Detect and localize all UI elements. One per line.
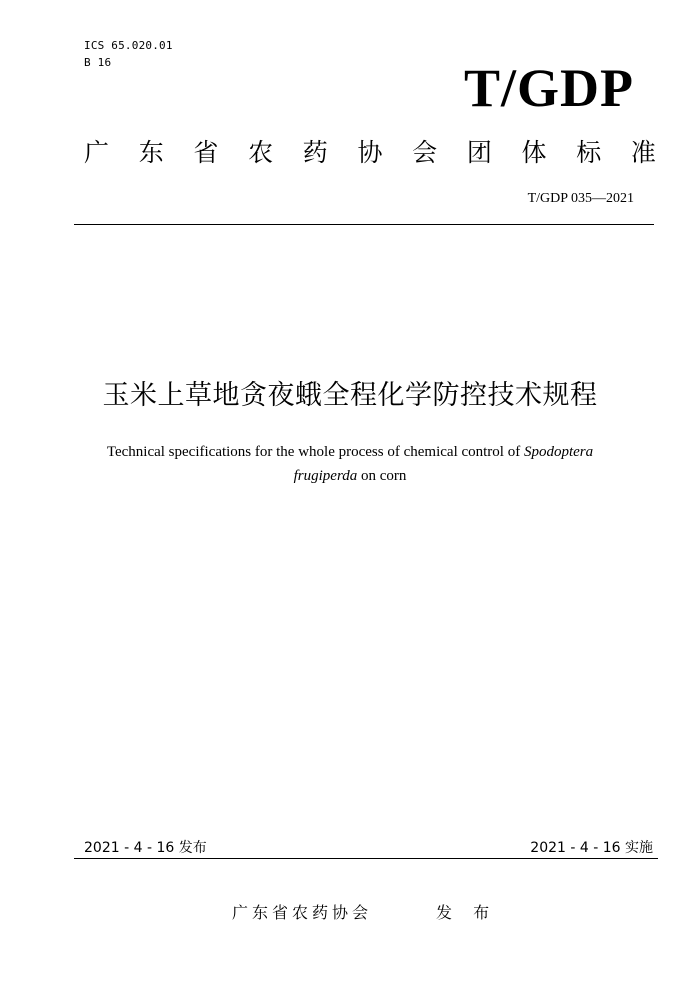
document-title-chinese: 玉米上草地贪夜蛾全程化学防控技术规程: [102, 380, 598, 411]
implementation-date: 2021 - 4 - 16 实施: [530, 840, 653, 856]
classification-codes: [84, 37, 173, 71]
org-title-char: 准: [630, 138, 656, 167]
publisher-name: 广东省农药协会: [232, 903, 373, 922]
standard-number: T/GDP 035—2021: [527, 191, 634, 206]
document-title-english: [60, 440, 640, 488]
org-title-char: 农: [248, 138, 274, 167]
organization-title: [84, 136, 656, 170]
org-title-char: 东: [138, 138, 164, 167]
title-en-prefix: Technical specifications for the whole process of chemical control of: [106, 444, 524, 460]
org-title-char: 协: [357, 138, 383, 167]
issue-date: 2021 - 4 - 16 发布: [84, 840, 207, 856]
org-title-char: 团: [466, 138, 492, 167]
org-title-char: 省: [193, 138, 219, 167]
org-title-char: 药: [302, 138, 328, 167]
footer-divider: [74, 858, 658, 859]
publish-label: 发 布: [436, 903, 498, 922]
ccs-code: B 16: [84, 56, 112, 69]
title-en-epithet: frugiperda: [293, 468, 358, 484]
title-en-suffix: on corn: [357, 468, 407, 484]
ics-code: ICS 65.020.01: [84, 39, 173, 52]
header-divider: [74, 224, 654, 225]
org-title-char: 会: [412, 138, 438, 167]
org-title-char: 体: [521, 138, 547, 167]
org-title-char: 标: [576, 138, 602, 167]
org-title-char: 广: [84, 138, 110, 167]
standard-brand: T/GDP: [463, 58, 634, 118]
title-en-genus: Spodoptera: [523, 444, 594, 460]
